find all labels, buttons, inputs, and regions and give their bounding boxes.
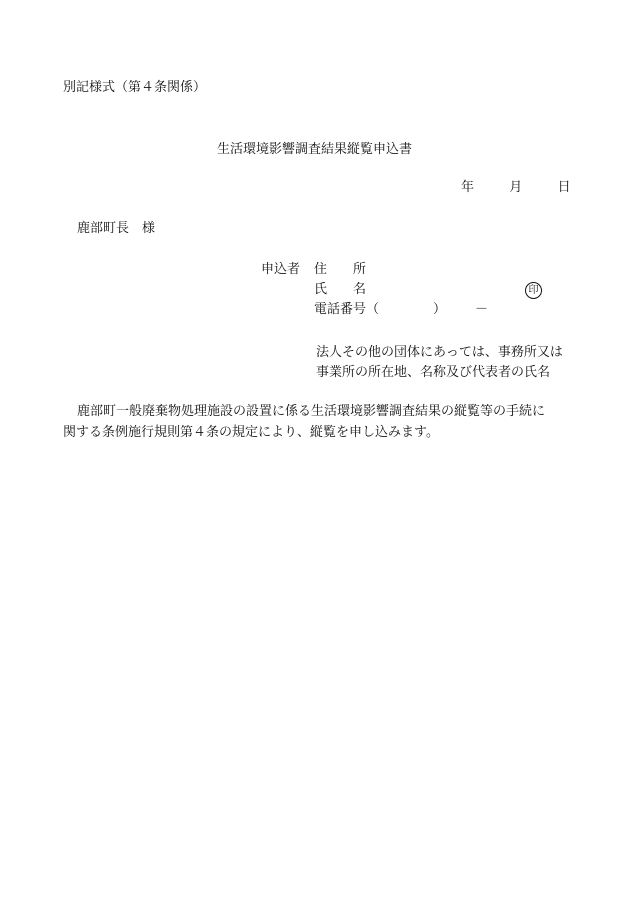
addressee: 鹿部町長 様 — [77, 221, 156, 236]
document-title: 生活環境影響調査結果縦覧申込書 — [217, 142, 413, 157]
applicant-address-row — [261, 262, 367, 278]
note-line-1: 法人その他の団体にあっては、事務所又は — [316, 345, 563, 360]
phone-label: 電話番号（ — [314, 302, 380, 317]
name-label: 氏 名 — [314, 282, 367, 297]
seal-icon: 印 — [525, 282, 542, 299]
date-month: 月 — [509, 180, 523, 195]
date-year: 年 — [461, 180, 475, 195]
form-label: 別記様式（第４条関係） — [63, 80, 207, 95]
note-line-2: 事業所の所在地、名称及び代表者の氏名 — [316, 365, 551, 380]
address-label: 住 所 — [314, 262, 367, 277]
phone-dash: － — [475, 302, 489, 317]
date-line — [461, 181, 571, 194]
phone-close-paren: ） — [433, 302, 447, 317]
applicant-note — [316, 343, 563, 383]
date-day: 日 — [557, 180, 571, 195]
request-body — [63, 401, 583, 443]
body-line-2: 関する条例施行規則第４条の規定により、縦覧を申し込みます。 — [63, 425, 439, 440]
applicant-heading: 申込者 — [261, 262, 301, 277]
body-line-1: 鹿部町一般廃棄物処理施設の設置に係る生活環境影響調査結果の縦覧等の手続に — [77, 404, 546, 419]
